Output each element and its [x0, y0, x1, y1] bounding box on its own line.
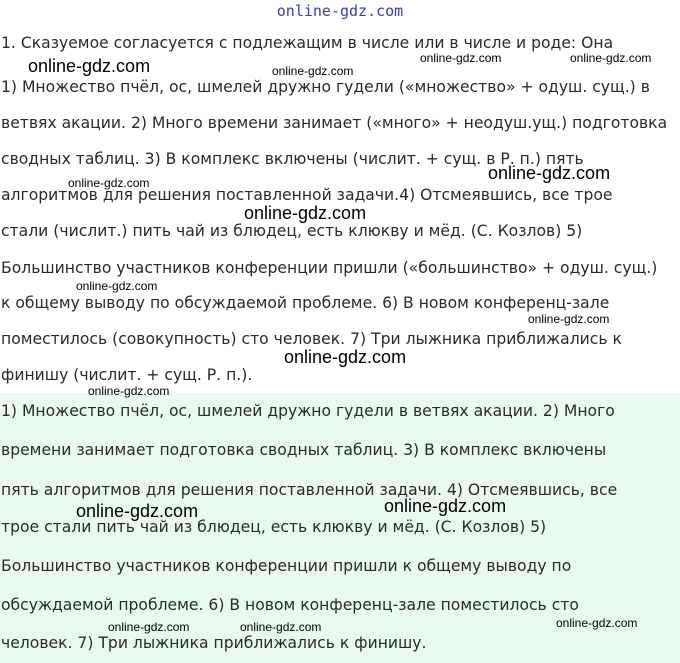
- watermark: online-gdz.com: [488, 163, 611, 183]
- question-line: 1. Сказуемое согласуется с подлежащим в числе или в числе и роде: Она: [1, 34, 614, 52]
- watermark: online-gdz.com: [76, 279, 158, 293]
- watermark: online-gdz.com: [570, 51, 652, 65]
- answer-line: времени занимает подготовка сводных таблиц. 3) В комплекс включены: [1, 441, 607, 459]
- watermark: online-gdz.com: [556, 616, 638, 630]
- answer-line: человек. 7) Три лыжника приближались к финишу.: [1, 634, 427, 652]
- watermark: online-gdz.com: [272, 64, 354, 78]
- answer-line: пять алгоритмов для решения поставленной задачи. 4) Отсмеявшись, все: [1, 481, 618, 499]
- question-line: стали (числит.) пить чай из блюдец, есть клюкву и мёд. (С. Козлов) 5): [1, 222, 583, 240]
- question-line: финишу (числит. + сущ. Р. п.).: [1, 366, 253, 384]
- answer-line: 1) Множество пчёл, ос, шмелей дружно гудели в ветвях акации. 2) Много: [1, 402, 615, 420]
- watermark: online-gdz.com: [88, 384, 170, 398]
- watermark: online-gdz.com: [420, 51, 502, 65]
- question-line: 1) Множество пчёл, ос, шмелей дружно гудели («множество» + одуш. сущ.) в: [1, 78, 650, 96]
- answer-line: трое стали пить чай из блюдец, есть клюкву и мёд. (С. Козлов) 5): [1, 518, 547, 536]
- question-line: ветвях акации. 2) Много времени занимает («много» + неодуш.ущ.) подготовка: [1, 114, 668, 132]
- site-header[interactable]: online-gdz.com: [276, 2, 404, 20]
- watermark: online-gdz.com: [284, 347, 407, 367]
- question-line: поместилось (совокупность) сто человек. 7) Три лыжника приближались к: [1, 330, 622, 348]
- question-line: алгоритмов для решения поставленной задачи.4) Отсмеявшись, все трое: [1, 186, 613, 204]
- question-line: сводных таблиц. 3) В комплекс включены (числит. + сущ. в Р. п.) пять: [1, 150, 584, 168]
- watermark: online-gdz.com: [68, 176, 150, 190]
- question-line: Большинство участников конференции пришли («большинство» + одуш. сущ.): [1, 259, 658, 277]
- answer-line: обсуждаемой проблеме. 6) В новом конференц-зале поместилось сто: [1, 596, 579, 614]
- watermark: online-gdz.com: [76, 501, 199, 521]
- watermark: online-gdz.com: [240, 620, 322, 634]
- question-line: к общему выводу по обсуждаемой проблеме. 6) В новом конференц-зале: [1, 294, 610, 312]
- watermark: online-gdz.com: [384, 496, 507, 516]
- watermark: online-gdz.com: [28, 56, 151, 76]
- watermark: online-gdz.com: [244, 203, 367, 223]
- answer-line: Большинство участников конференции пришли к общему выводу по: [1, 557, 572, 575]
- watermark: online-gdz.com: [528, 312, 610, 326]
- watermark: online-gdz.com: [108, 620, 190, 634]
